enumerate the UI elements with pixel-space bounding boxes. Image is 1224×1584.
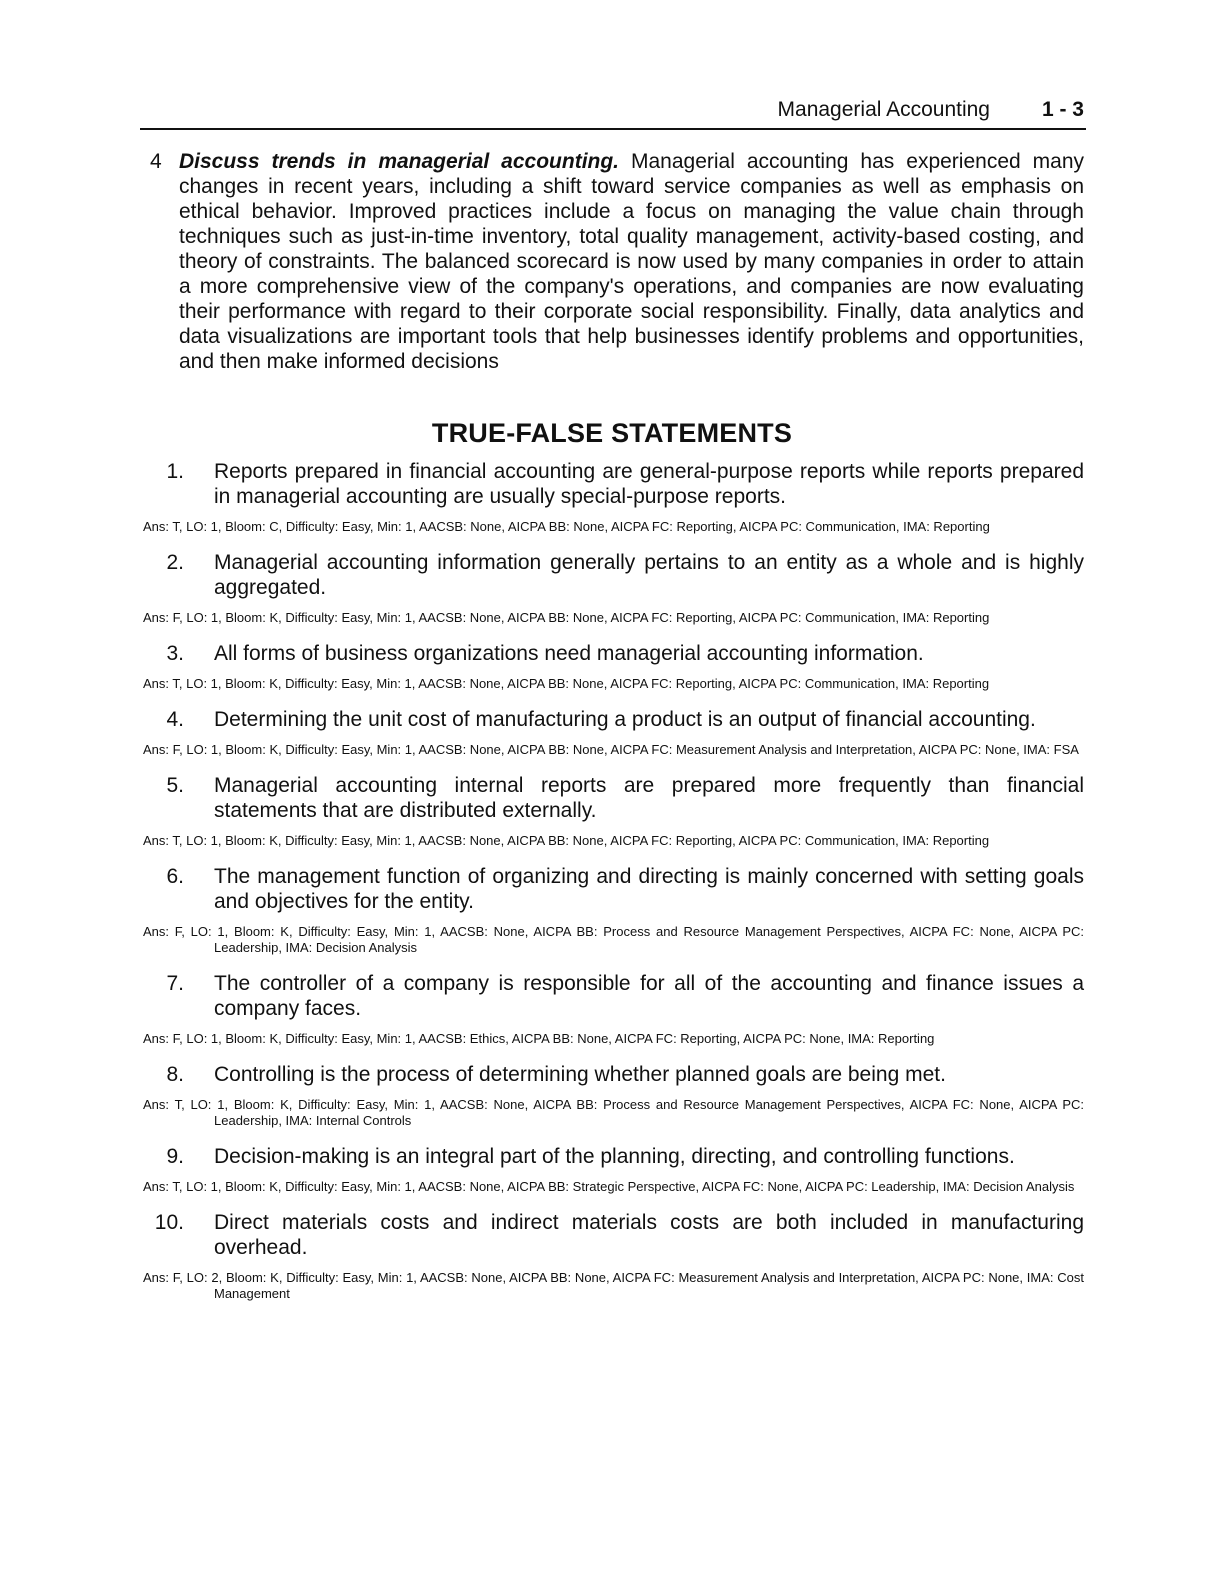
- question-text: All forms of business organizations need managerial accounting information.: [214, 642, 924, 665]
- question-number: 8.: [166, 1063, 184, 1086]
- answer-metadata: Ans: F, LO: 1, Bloom: K, Difficulty: Easy, Min: 1, AACSB: None, AICPA BB: None, AICPA FC: Measurement Analysis and Interpretation, AICPA PC: None, IMA: FSA: [143, 742, 1079, 757]
- question-number: 1.: [166, 460, 184, 483]
- question-item: [143, 641, 1084, 692]
- question-text: Decision-making is an integral part of the planning, directing, and controlling functions.: [214, 1145, 1015, 1168]
- question-statement: [143, 971, 1084, 1021]
- learning-objective: [150, 149, 1084, 374]
- objective-lead: Discuss trends in managerial accounting.: [179, 150, 620, 173]
- question-statement: [143, 641, 1084, 666]
- question-number: 2.: [166, 551, 184, 574]
- answer-metadata: Ans: T, LO: 1, Bloom: K, Difficulty: Easy, Min: 1, AACSB: None, AICPA BB: None, AICPA FC: Reporting, AICPA PC: Communication, IMA: Reporting: [143, 676, 990, 691]
- objective-text: Managerial accounting has experienced many changes in recent years, including a shift toward service companies as well as emphasis on ethical behavior. Improved practices include a focus on managing the value chain through techniques such as just-in-time inventory, total quality management, activity-based costing, and theory of constraints. The balanced scorecard is now used by many companies in order to attain a more comprehensive view of the company's operations, and companies are now evaluating their performance with regard to their corporate social responsibility. Finally, data analytics and data visualizations are important tools that help businesses identify problems and opportunities, and then make informed decisions: [179, 150, 1085, 373]
- question-statement: [143, 707, 1084, 732]
- objective-number: 4: [150, 150, 162, 173]
- question-number: 10.: [154, 1211, 184, 1234]
- question-number: 6.: [166, 865, 184, 888]
- question-text: Managerial accounting internal reports are prepared more frequently than financial statements that are distributed externally.: [214, 774, 1084, 822]
- question-item: [143, 971, 1084, 1047]
- question-text: Managerial accounting information generally pertains to an entity as a whole and is highly aggregated.: [214, 551, 1084, 599]
- question-item: [143, 1210, 1084, 1302]
- question-statement: [143, 550, 1084, 600]
- question-text: The controller of a company is responsible for all of the accounting and finance issues a company faces.: [214, 972, 1084, 1020]
- answer-metadata: Ans: T, LO: 1, Bloom: C, Difficulty: Easy, Min: 1, AACSB: None, AICPA BB: None, AICPA FC: Reporting, AICPA PC: Communication, IMA: Reporting: [143, 519, 990, 534]
- question-number: 7.: [166, 972, 184, 995]
- question-number: 9.: [166, 1145, 184, 1168]
- answer-metadata: Ans: T, LO: 1, Bloom: K, Difficulty: Easy, Min: 1, AACSB: None, AICPA BB: Process and Resource Management Perspectives, AICPA FC: None, AICPA PC: Leadership, IMA: Internal Controls: [143, 1097, 1084, 1128]
- question-statement: [143, 864, 1084, 914]
- question-number: 3.: [166, 642, 184, 665]
- question-item: [143, 459, 1084, 535]
- answer-metadata: Ans: T, LO: 1, Bloom: K, Difficulty: Easy, Min: 1, AACSB: None, AICPA BB: Strategic Perspective, AICPA FC: None, AICPA PC: Leadership, IMA: Decision Analysis: [143, 1179, 1075, 1194]
- question-text: The management function of organizing and directing is mainly concerned with setting goals and objectives for the entity.: [214, 865, 1084, 913]
- question-list: [143, 459, 1084, 1317]
- objective-body: [179, 149, 1084, 374]
- question-item: [143, 1062, 1084, 1129]
- question-item: [143, 550, 1084, 626]
- question-statement: [143, 1210, 1084, 1260]
- question-text: Reports prepared in financial accounting are general-purpose reports while reports prepared in managerial accounting are usually special-purpose reports.: [214, 460, 1084, 508]
- answer-metadata: Ans: F, LO: 1, Bloom: K, Difficulty: Easy, Min: 1, AACSB: Ethics, AICPA BB: None, AICPA FC: Reporting, AICPA PC: None, IMA: Reporting: [143, 1031, 935, 1046]
- question-statement: [143, 1144, 1084, 1169]
- answer-metadata: Ans: F, LO: 1, Bloom: K, Difficulty: Easy, Min: 1, AACSB: None, AICPA BB: Process and Resource Management Perspectives, AICPA FC: None, AICPA PC: Leadership, IMA: Decision Analysis: [143, 924, 1084, 955]
- question-item: [143, 1144, 1084, 1195]
- question-text: Determining the unit cost of manufacturing a product is an output of financial accounting.: [214, 708, 1036, 731]
- answer-metadata: Ans: F, LO: 2, Bloom: K, Difficulty: Easy, Min: 1, AACSB: None, AICPA BB: None, AICPA FC: Measurement Analysis and Interpretation, AICPA PC: None, IMA: Cost Management: [143, 1270, 1084, 1301]
- answer-metadata: Ans: T, LO: 1, Bloom: K, Difficulty: Easy, Min: 1, AACSB: None, AICPA BB: None, AICPA FC: Reporting, AICPA PC: Communication, IMA: Reporting: [143, 833, 990, 848]
- question-statement: [143, 773, 1084, 823]
- question-item: [143, 864, 1084, 956]
- question-item: [143, 707, 1084, 758]
- header-course-title: Managerial Accounting: [777, 98, 990, 121]
- question-statement: [143, 459, 1084, 509]
- answer-metadata: Ans: F, LO: 1, Bloom: K, Difficulty: Easy, Min: 1, AACSB: None, AICPA BB: None, AICPA FC: Reporting, AICPA PC: Communication, IMA: Reporting: [143, 610, 990, 625]
- question-number: 5.: [166, 774, 184, 797]
- question-item: [143, 773, 1084, 849]
- question-statement: [143, 1062, 1084, 1087]
- question-number: 4.: [166, 708, 184, 731]
- page-header: [140, 98, 1086, 130]
- question-text: Direct materials costs and indirect materials costs are both included in manufacturing overhead.: [214, 1211, 1084, 1259]
- question-text: Controlling is the process of determining whether planned goals are being met.: [214, 1063, 946, 1086]
- header-page-number: 1 - 3: [1041, 98, 1084, 121]
- section-title: TRUE-FALSE STATEMENTS: [431, 418, 793, 448]
